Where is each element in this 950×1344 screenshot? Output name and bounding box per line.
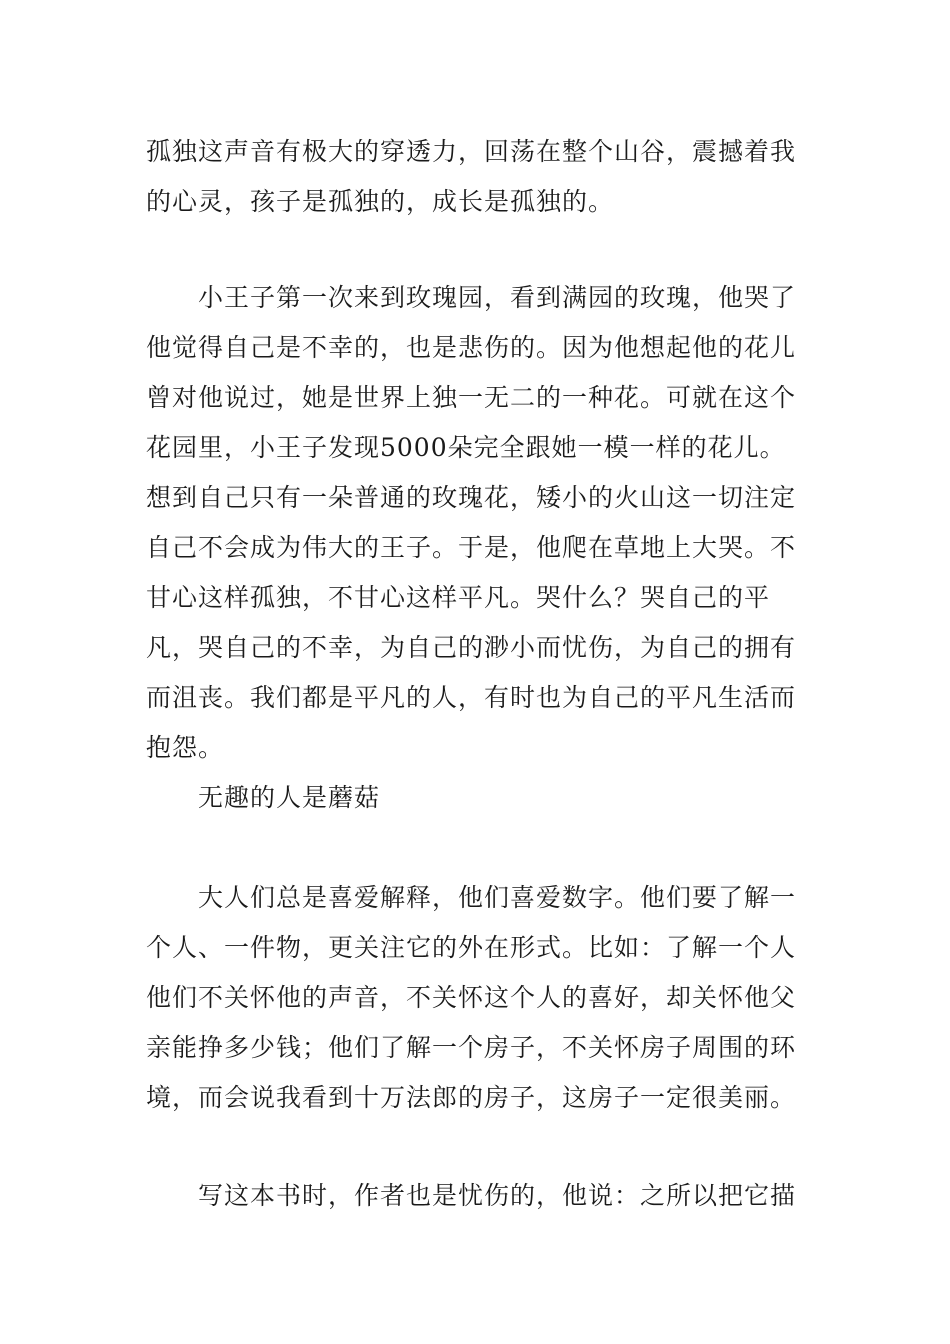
paragraph-3: 大人们总是喜爱解释，他们喜爱数字。他们要了解一个人、一件物，更关注它的外在形式。比如：了解一个人他们不关怀他的声音，不关怀这个人的喜好，却关怀他父亲能挣多少钱；他们了解一个房子，不关怀房子周围的环境，而会说我看到十万法郎的房子，这房子一定很美丽。 xyxy=(146,883,797,1112)
paragraph-2: 小王子第一次来到玫瑰园，看到满园的玫瑰，他哭了他觉得自己是不幸的，也是悲伤的。因为他想起他的花儿曾对他说过，她是世界上独一无二的一种花。可就在这个花园里，小王子发现5000朵完全跟她一模一样的花儿。想到自己只有一朵普通的玫瑰花，矮小的火山这一切注定自己不会成为伟大的王子。于是，他爬在草地上大哭。不甘心这样孤独，不甘心这样平凡。哭什么？哭自己的平凡，哭自己的不幸，为自己的渺小而忧伤，为自己的拥有而沮丧。我们都是平凡的人，有时也为自己的平凡生活而抱怨。 xyxy=(146,283,797,762)
paragraph-1: 孤独这声音有极大的穿透力，回荡在整个山谷，震撼着我的心灵，孩子是孤独的，成长是孤独的。 xyxy=(146,137,797,216)
paragraph-4: 写这本书时，作者也是忧伤的，他说：之所以把它描 xyxy=(198,1181,797,1210)
section-heading: 无趣的人是蘑菇 xyxy=(198,783,381,812)
